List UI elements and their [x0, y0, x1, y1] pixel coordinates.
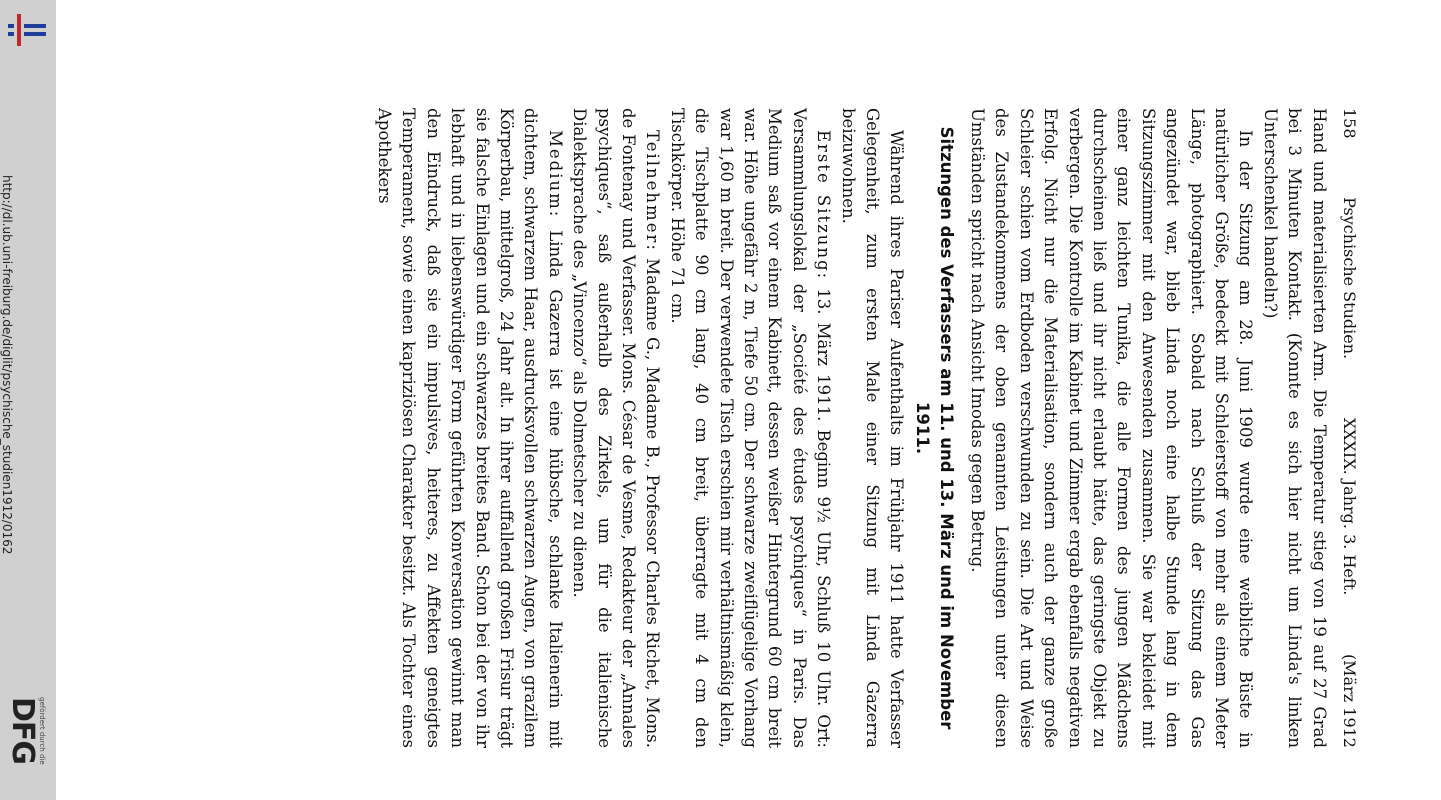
paragraph-text: Linda Gazerra ist eine hübsche, schlanke Italienerin mit dichtem, schwarzem Haar, ausdrucksvollen schwarzen Augen, von grazilem Körperbau, mittelgroß, 24 Jahr alt. In ihrer auffallend großen Frisur trägt sie falsche Einlagen und ein schwarzes breites Band. Schon bei der von ihr lebhaft und in liebenswürdiger Form geführten Konversation gewinnt man den Eindruck, daß sie ein impulsives, heiteres, zu Affekten geneigtes Temperament, sowie einen kapriziösen Charakter besitzt. Als Tochter eines Apothekers [374, 108, 565, 748]
paragraph [372, 108, 567, 748]
paragraph-text: 13. März 1911. Beginn 9½ Uhr, Schluß 10 Uhr. Ort: Versammlungslokal der „Société des études psychiques“ in Paris. Das Medium saß vor einem Kabinett, dessen weißer Hintergrund 60 cm breit war. Höhe ungefähr 2 m, Tiefe 50 cm. Der schwarze zweiflügelige Vorhang war 1,60 m breit. Der verwendete Tisch erschien mir verhältnismäßig klein, die Tischplatte 90 cm lang, 40 cm breit, überragte mit 4 cm den Tischkörper. Höhe 71 cm. [667, 108, 834, 748]
scanned-page [251, 108, 1361, 748]
issue-date: (März 1912 [1340, 653, 1359, 748]
paragraph: Hand und materialisierten Arm. Die Temperatur stieg von 19 auf 27 Grad bei 3 Minuten Kontakt. (Konnte es sich hier nicht um Linda's linken Unterschenkel handeln?) [1260, 108, 1329, 748]
journal-title: Psychische Studien. [1340, 197, 1359, 360]
section-heading: Sitzungen des Verfassers am 11. und 13. März und im November 1911. [913, 126, 957, 730]
document-viewport [56, 0, 1441, 800]
paragraph: In der Sitzung am 28. Juni 1909 wurde eine weibliche Büste in natürlicher Größe, bedeckt mit Schleierstoff von mehr als einem Meter Länge, photographiert. Sobald nach Schluß der Sitzung das Gas angezündet war, blieb Linda noch eine halbe Stunde lang in dem Sitzungszimmer mit den Anwesenden zusammen. Sie war bekleidet mit einer ganz leichten Tunika, die alle Formen des jungen Mädchens durchscheinen ließ und ihr nicht erlaubt hätte, das geringste Objekt zu verbergen. Die Kontrolle im Kabinet und Zimmer ergab ebenfalls negativen Erfolg. Nicht nur die Materialisation, sondern auch der ganze große Schleier schien vom Erdboden verschwunden zu sein. Die Art und Weise des Zustandekommens der oben genannten Leistungen unter diesen Umständen spricht nach Ansicht Imodas gegen Betrug. [967, 108, 1256, 748]
source-url[interactable]: http://dl.ub.uni-freiburg.de/diglit/psychische_studien1912/0162 [0, 175, 14, 555]
dfg-logo [2, 695, 54, 795]
paragraph-label: Erste Sitzung: [814, 130, 834, 281]
issue-info: XXXIX. Jahrg. 3. Heft. [1340, 417, 1359, 596]
running-header [1337, 108, 1361, 748]
dfg-label: DFG [5, 697, 40, 765]
paragraph-text: Madame G., Madame B., Professor Charles Richet, Mons. de Fontenay und Verfasser. Mons. César de Vesme, Redakteur der „Annales psychiques“, saß außerhalb des Zirkels, um für die italienische Dialektsprache des „Vincenzo“ als Dolmetscher zu dienen. [570, 108, 663, 748]
viewer-sidebar [0, 0, 56, 800]
paragraph [567, 108, 665, 748]
paragraph [664, 108, 835, 748]
source-info [0, 175, 56, 625]
paragraph-label: Medium: [545, 130, 565, 219]
paragraph-label: Teilnehmer: [643, 130, 663, 252]
ub-freiburg-logo-icon [4, 10, 48, 50]
page-number: 158 [1340, 108, 1359, 139]
paragraph: Während ihres Pariser Aufenthalts im Frühjahr 1911 hatte Verfasser Gelegenheit, zum ersten Male einer Sitzung mit Linda Gazerra beizuwohnen. [838, 108, 907, 748]
dfg-funding-note: gefördert durch die [38, 697, 46, 765]
